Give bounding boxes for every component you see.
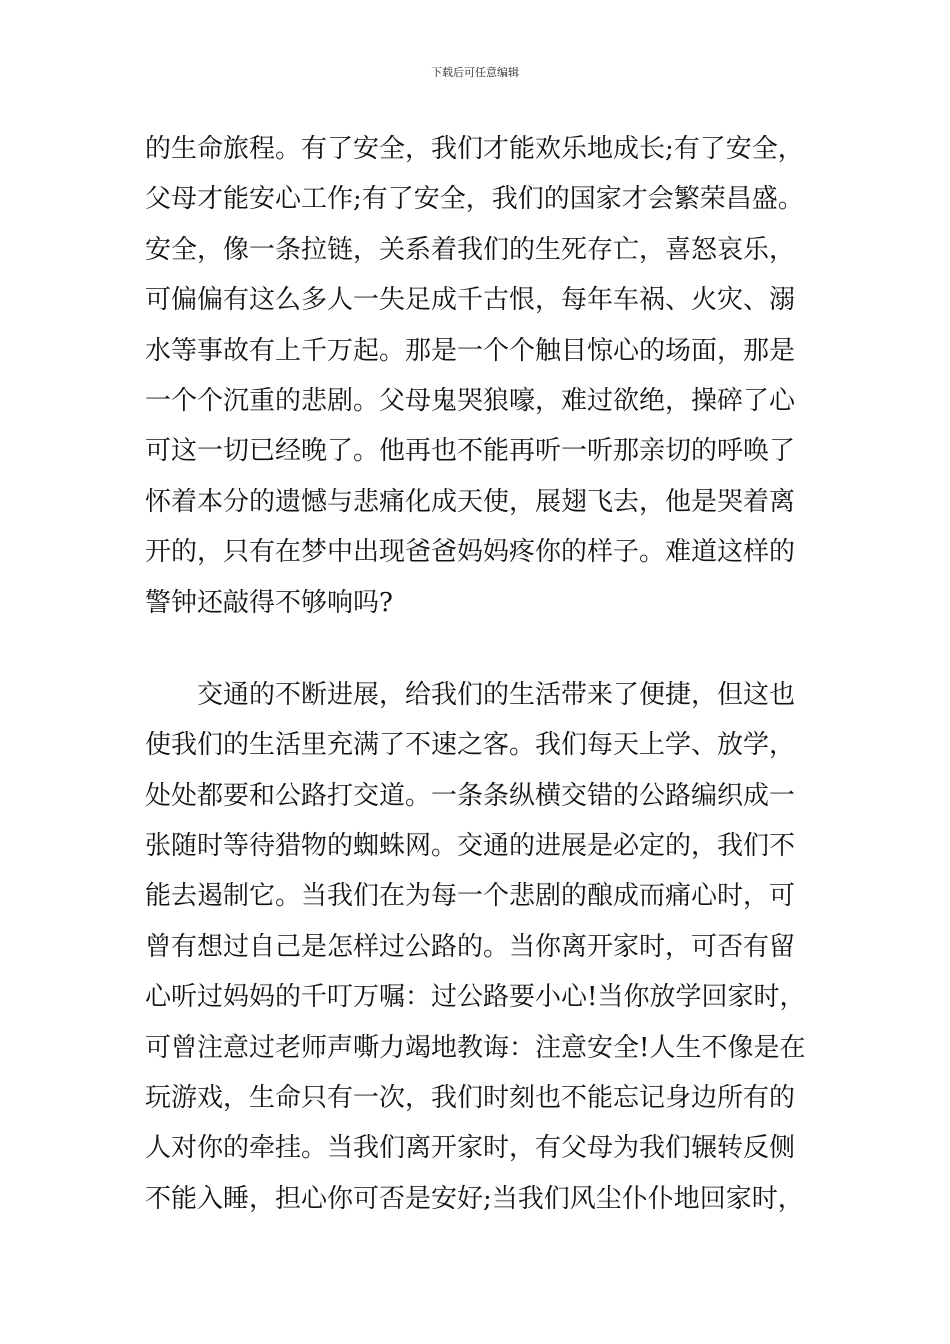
page-header: [0, 64, 950, 80]
text-line: 使我们的生活里充满了不速之客。我们每天上学、放学，: [145, 730, 796, 761]
text-line: 父母才能安心工作;有了安全，我们的国家才会繁荣昌盛。: [145, 184, 804, 215]
text-line: 开的，只有在梦中出现爸爸妈妈疼你的样子。难道这样的: [145, 537, 796, 568]
text-line: 玩游戏，生命只有一次，我们时刻也不能忘记身边所有的: [145, 1083, 796, 1114]
text-line: 可曾注意过老师声嘶力竭地教诲：注意安全!人生不像是在: [145, 1032, 806, 1063]
text-line: 能去遏制它。当我们在为每一个悲剧的酿成而痛心时，可: [145, 881, 796, 912]
text-line: 怀着本分的遗憾与悲痛化成天使，展翅飞去，他是哭着离: [145, 486, 796, 517]
text-line: 处处都要和公路打交道。一条条纵横交错的公路编织成一: [145, 780, 796, 811]
text-line: 可偏偏有这么多人一失足成千古恨，每年车祸、火灾、溺: [145, 285, 796, 316]
text-line: 的生命旅程。有了安全，我们才能欢乐地成长;有了安全，: [145, 134, 804, 164]
document-body: [145, 124, 807, 1224]
paragraph: [145, 124, 807, 628]
text-line: 警钟还敲得不够响吗?: [145, 587, 393, 618]
text-line: 交通的不断进展，给我们的生活带来了便捷，但这也: [145, 679, 796, 710]
header-text: 下载后可任意编辑: [431, 66, 519, 79]
text-line: 一个个沉重的悲剧。父母鬼哭狼嚎，难过欲绝，操碎了心: [145, 385, 796, 416]
text-line: 水等事故有上千万起。那是一个个触目惊心的场面，那是: [145, 335, 796, 366]
text-line: 可这一切已经晚了。他再也不能再听一听那亲切的呼唤了: [145, 436, 796, 467]
text-line: 曾有想过自己是怎样过公路的。当你离开家时，可否有留: [145, 931, 796, 962]
text-line: 人对你的牵挂。当我们离开家时，有父母为我们辗转反侧: [145, 1133, 796, 1164]
text-line: 安全，像一条拉链，关系着我们的生死存亡，喜怒哀乐，: [145, 234, 796, 265]
text-line: 不能入睡，担心你可否是安好;当我们风尘仆仆地回家时，: [145, 1183, 804, 1214]
text-line: 心听过妈妈的千叮万嘱：过公路要小心!当你放学回家时，: [145, 982, 806, 1013]
paragraph: [145, 670, 807, 1224]
text-line: 张随时等待猎物的蜘蛛网。交通的进展是必定的，我们不: [145, 831, 796, 862]
